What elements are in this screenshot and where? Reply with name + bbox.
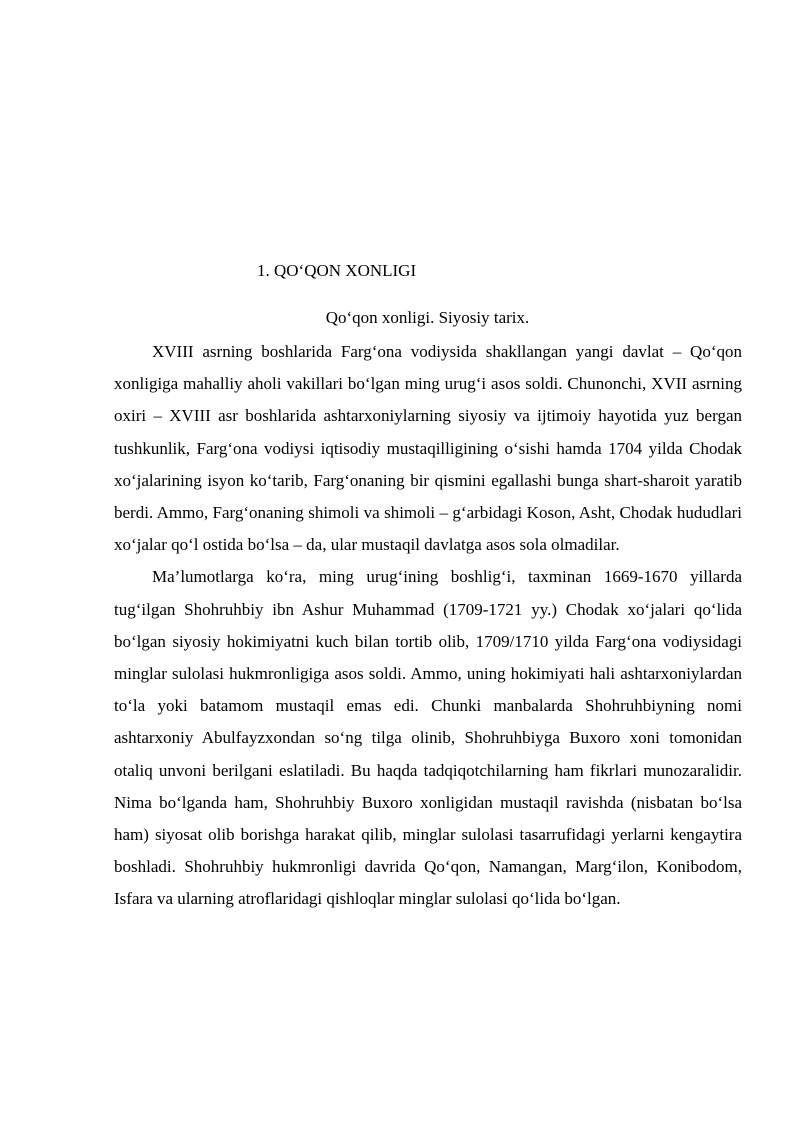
- paragraph: Ma’lumotlarga ko‘ra, ming urug‘ining boshlig‘i, taxminan 1669-1670 yillarda tug‘ilgan Shohruhbiy ibn Ashur Muhammad (1709-1721 yy.) Chodak xo‘jalari qo‘lida bo‘lgan siyosiy hokimiyatni kuch bilan tortib olib, 1709/1710 yilda Farg‘ona vodiysidagi minglar sulolasi hukmronligiga asos soldi. Ammo, uning hokimiyati hali ashtarxoniylardan to‘la yoki batamom mustaqil emas edi. Chunki manbalarda Shohruhbiyning nomi ashtarxoniy Abulfayzxondan so‘ng tilga olinib, Shohruhbiyga Buxoro xoni tomonidan otaliq unvoni berilgani eslatiladi. Bu haqda tadqiqotchilarning ham fikrlari munozaralidir. Nima bo‘lganda ham, Shohruhbiy Buxoro xonligidan mustaqil ravishda (nisbatan bo‘lsa ham) siyosat olib borishga harakat qilib, minglar sulolasi tasarrufidagi yerlarni kengaytira boshladi. Shohruhbiy hukmronligi davrida Qo‘qon, Namangan, Marg‘ilon, Konibodom, Isfara va ularning atroflaridagi qishloqlar minglar sulolasi qo‘lida bo‘lgan.: [114, 567, 742, 909]
- paragraph: XVIII asrning boshlarida Farg‘ona vodiysida shakllangan yangi davlat – Qo‘qon xonligiga mahalliy aholi vakillari bo‘lgan ming urug‘i asos soldi. Chunonchi, XVII asrning oxiri – XVIII asr boshlarida ashtarxoniylarning siyosiy va ijtimoiy hayotida yuz bergan tushkunlik, Farg‘ona vodiysi iqtisodiy mustaqilligining o‘sishi hamda 1704 yilda Chodak xo‘jalarining isyon ko‘tarib, Farg‘onaning bir qismini egallashi bunga shart-sharoit yaratib berdi. Ammo, Farg‘onaning shimoli va shimoli – g‘arbidagi Koson, Asht, Chodak hududlari xo‘jalar qo‘l ostida bo‘lsa – da, ular mustaqil davlatga asos sola olmadilar.: [114, 342, 742, 555]
- chapter-title: 1. QO‘QON XONLIGI: [257, 261, 417, 280]
- body-text: [114, 336, 742, 916]
- section-title: Qo‘qon xonligi. Siyosiy tarix.: [325, 308, 530, 327]
